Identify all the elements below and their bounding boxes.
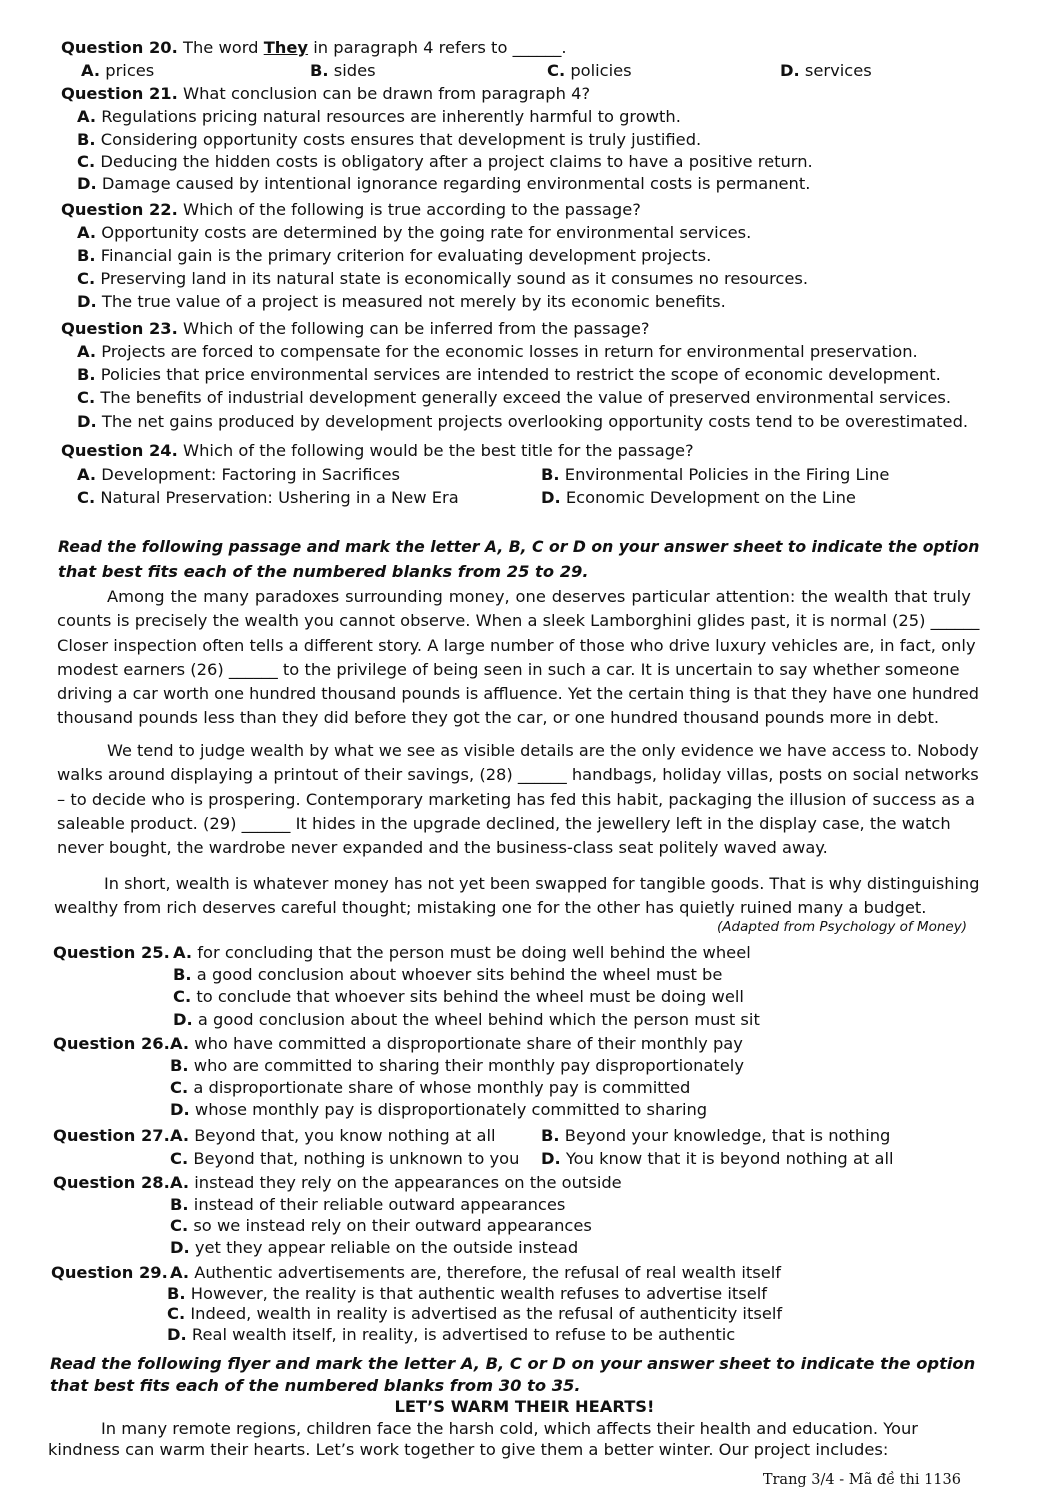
option-b: B. instead of their reliable outward appearances	[170, 1195, 566, 1214]
option-c: C. to conclude that whoever sits behind the wheel must be doing well	[173, 987, 744, 1006]
option-a: A. who have committed a disproportionate share of their monthly pay	[170, 1034, 743, 1053]
question-24-stem: Question 24. Which of the following would be the best title for the passage?	[61, 441, 694, 460]
option-a: A. Projects are forced to compensate for the economic losses in return for environmental preservation.	[77, 342, 918, 361]
option-b: B. who are committed to sharing their monthly pay disproportionately	[170, 1056, 744, 1075]
passage-line: – to decide who is prospering. Contemporary marketing has fed this habit, packaging the illusion of success as a	[57, 790, 975, 809]
option-d: D. whose monthly pay is disproportionately committed to sharing	[170, 1100, 708, 1119]
option-b: B. Financial gain is the primary criterion for evaluating development projects.	[77, 246, 712, 265]
highlighted-word: They	[263, 38, 309, 57]
question-28-label: Question 28.	[53, 1173, 170, 1192]
instruction-line: Read the following flyer and mark the letter A, B, C or D on your answer sheet to indicate the option	[50, 1354, 976, 1373]
option-b: B. Considering opportunity costs ensures that development is truly justified.	[77, 130, 702, 149]
question-22-stem: Question 22. Which of the following is true according to the passage?	[61, 200, 641, 219]
flyer-line: In many remote regions, children face the harsh cold, which affects their health and education. Your	[101, 1419, 919, 1438]
stem-text: in paragraph 4 refers to ______.	[313, 38, 567, 57]
option-c: C. Preserving land in its natural state is economically sound as it consumes no resources.	[77, 269, 809, 288]
option-c: C. Indeed, wealth in reality is advertised as the refusal of authenticity itself	[167, 1304, 783, 1323]
option-a: A. Development: Factoring in Sacrifices	[77, 465, 400, 484]
option-d: D. You know that it is beyond nothing at all	[541, 1149, 894, 1168]
question-21-stem: Question 21. What conclusion can be drawn from paragraph 4?	[61, 84, 591, 103]
option-b: B. Environmental Policies in the Firing Line	[541, 465, 890, 484]
option-a: A. Regulations pricing natural resources are inherently harmful to growth.	[77, 107, 681, 126]
option-a: A. Opportunity costs are determined by the going rate for environmental services.	[77, 223, 752, 242]
question-26-label: Question 26.	[53, 1034, 170, 1053]
question-27-label: Question 27.	[53, 1126, 170, 1145]
option-b: B. a good conclusion about whoever sits behind the wheel must be	[173, 965, 723, 984]
option-c: C. Deducing the hidden costs is obligatory after a project claims to have a positive return.	[77, 152, 813, 171]
option-b: B. Beyond your knowledge, that is nothing	[541, 1126, 891, 1145]
option-c: C. so we instead rely on their outward appearances	[170, 1216, 592, 1235]
option-d: D. The net gains produced by development projects overlooking opportunity costs tend to be overestimated.	[77, 412, 969, 431]
option-c: C. Natural Preservation: Ushering in a New Era	[77, 488, 459, 507]
option-a: A. Beyond that, you know nothing at all	[170, 1126, 496, 1145]
option-b: B. Policies that price environmental services are intended to restrict the scope of economic development.	[77, 365, 941, 384]
passage-line: counts is precisely the wealth you cannot observe. When a sleek Lamborghini glides past, it is normal (25) ______	[57, 611, 980, 630]
instruction-line: Read the following passage and mark the letter A, B, C or D on your answer sheet to indicate the option	[58, 537, 980, 556]
option-c: C. a disproportionate share of whose monthly pay is committed	[170, 1078, 691, 1097]
option-a: A. for concluding that the person must be doing well behind the wheel	[173, 943, 751, 962]
passage-line: modest earners (26) ______ to the privilege of being seen in such a car. It is uncertain to say whether someone	[57, 660, 960, 679]
passage-line: Among the many paradoxes surrounding money, one deserves particular attention: the wealth that truly	[107, 587, 971, 606]
passage-line: We tend to judge wealth by what we see as visible details are the only evidence we have access to. Nobody	[107, 741, 979, 760]
question-25-label: Question 25.	[53, 943, 170, 962]
passage-line: thousand pounds less than they did before they got the car, or one hundred thousand pounds more in debt.	[57, 708, 940, 727]
option-d: D. services	[780, 61, 872, 80]
option-d: D. Damage caused by intentional ignorance regarding environmental costs is permanent.	[77, 174, 811, 193]
passage-source: (Adapted from Psychology of Money)	[717, 919, 967, 935]
option-d: D. a good conclusion about the wheel behind which the person must sit	[173, 1010, 760, 1029]
passage-line: never bought, the wardrobe never expanded and the business-class seat politely waved away.	[57, 838, 828, 857]
passage-line: In short, wealth is whatever money has not yet been swapped for tangible goods. That is why distinguishing	[104, 874, 980, 893]
option-d: D. Real wealth itself, in reality, is advertised to refuse to be authentic	[167, 1325, 736, 1344]
passage-line: Closer inspection often tells a different story. A large number of those who drive luxury vehicles are, in fact, only	[57, 636, 976, 655]
page-footer: Trang 3/4 - Mã đề thi 1136	[762, 1472, 961, 1488]
question-label: Question 20.	[61, 38, 178, 57]
question-20-stem	[61, 37, 567, 59]
option-d: D. Economic Development on the Line	[541, 488, 856, 507]
option-a: A. Authentic advertisements are, therefore, the refusal of real wealth itself	[170, 1263, 781, 1282]
question-23-stem: Question 23. Which of the following can be inferred from the passage?	[61, 319, 650, 338]
passage-line: wealthy from rich deserves careful thought; mistaking one for the other has quietly ruined many a budget.	[54, 898, 927, 917]
option-a: A. instead they rely on the appearances on the outside	[170, 1173, 622, 1192]
passage-line: driving a car worth one hundred thousand pounds is affluence. Yet the certain thing is that they have one hundred	[57, 684, 979, 703]
instruction-line: that best fits each of the numbered blanks from 30 to 35.	[50, 1376, 581, 1395]
question-29-label: Question 29.	[51, 1263, 168, 1282]
option-a: A. prices	[81, 61, 155, 80]
passage-line: walks around displaying a printout of their savings, (28) ______ handbags, holiday villas, posts on social networks	[57, 765, 979, 784]
instruction-line: that best fits each of the numbered blanks from 25 to 29.	[58, 562, 589, 581]
option-d: D. The true value of a project is measured not merely by its economic benefits.	[77, 292, 726, 311]
option-c: C. Beyond that, nothing is unknown to you	[170, 1149, 520, 1168]
flyer-line: kindness can warm their hearts. Let’s work together to give them a better winter. Our project includes:	[48, 1440, 889, 1459]
option-c: C. The benefits of industrial development generally exceed the value of preserved environmental services.	[77, 388, 952, 407]
option-d: D. yet they appear reliable on the outside instead	[170, 1238, 579, 1257]
stem-text: The word	[183, 38, 259, 57]
option-b: B. sides	[310, 61, 376, 80]
option-b: B. However, the reality is that authentic wealth refuses to advertise itself	[167, 1284, 767, 1303]
passage-line: saleable product. (29) ______ It hides in the upgrade declined, the jewellery left in the display case, the watch	[57, 814, 951, 833]
flyer-title: LET’S WARM THEIR HEARTS!	[394, 1397, 655, 1416]
option-c: C. policies	[547, 61, 632, 80]
